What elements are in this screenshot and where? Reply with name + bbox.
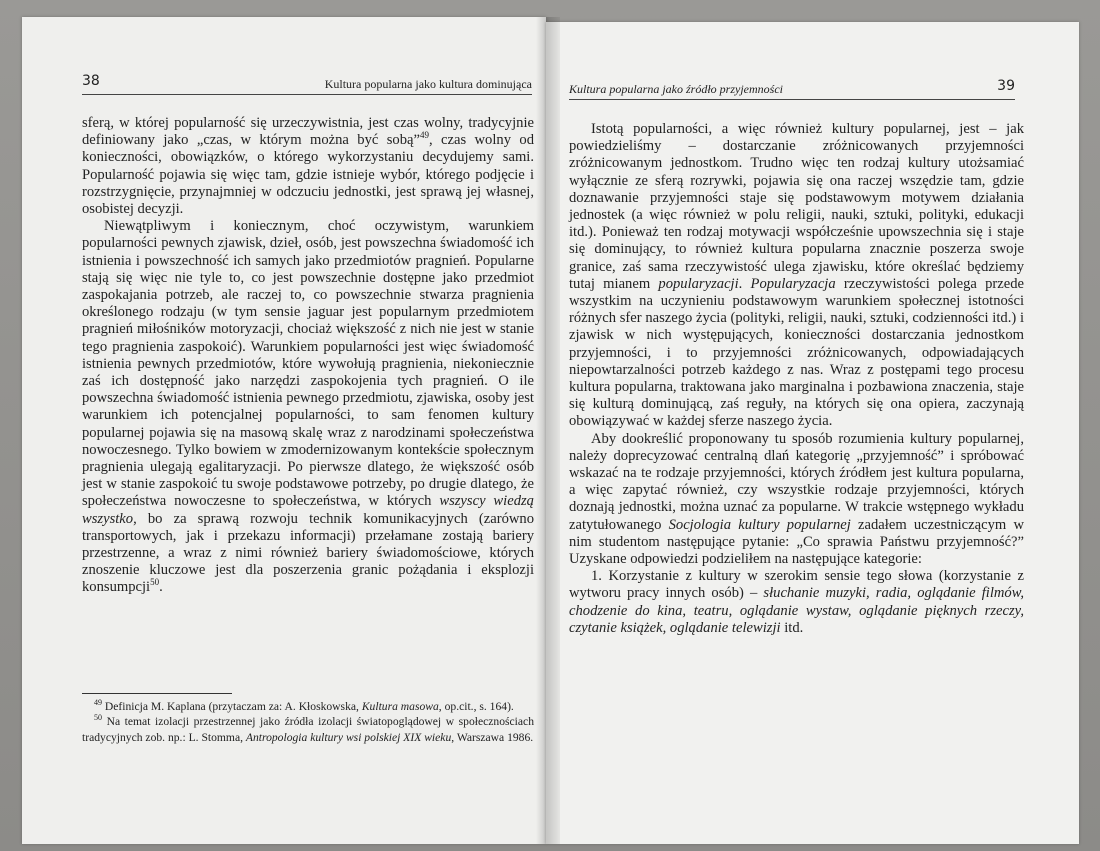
paragraph (82, 115, 534, 218)
page-number: 39 (997, 78, 1015, 94)
text-run: Niewątpliwym i koniecznym, choć oczywistym, warunkiem popularności pewnych zjawisk, dzieł, osób, jest powszechna świadomość ich istnienia i powszechność ich samych jako przedmiotów pragnień. Popularne stają się więc nie tyle to, co jest powszechnie dostępne jako przedmiot zaspokajania potrzeb, ale raczej to, co powszechnie stwarza pragnienia określonego rodzaju (w tym sensie jaguar jest popularnym przedmiotem pragnień miłośników motoryzacji, chociaż większość z nich nie jest w stanie tego pragnienia zaspokoić). Warunkiem popularności jest więc świadomość istnienia pewnych przedmiotów, które wywołują pragnienia, niekoniecznie zaś ich dostępność jako narzędzi zaspokojenia tych pragnień. O ile powszechna świadomość istnienia pewnego przedmiotu, zjawiska, osoby jest warunkiem ich potencjalnej popularności, to sam fenomen kultury popularnej pojawia się na masową skalę wraz z narodzinami społeczeństwa nowoczesnego. Tylko bowiem w zmodernizowanym kontekście społecznym pragnienia ulegają egalitaryzacji. Po pierwsze dlatego, że większość osób jest w stanie zaspokoić tu swoje podstawowe potrzeby, po drugie dlatego, że społeczeństwa nowoczesne to społeczeństwa, w których (82, 218, 534, 510)
right-page-header (569, 80, 1015, 98)
left-page-header (82, 75, 532, 93)
text-run: Istotą popularności, a więc również kultury popularnej, jest – jak powiedzieliśmy – dostarczanie zróżnicowanych przyjemności zróżnicowanym jednostkom. Trudno więc ten rodzaj kultury utożsamiać wyłącznie ze sferą rozrywki, pojawia się ona raczej wszędzie tam, gdzie doznawanie przyjemności staje się podstawowym motywem działania jednostek (a więc również w polu religii, nauki, sztuki, polityki, edukacji itd.). Ponieważ ten rodzaj motywacji współcześnie upowszechnia się i staje się dominujący, to również kultura popularna znacznie poszerza swoje granice, zaś sama rzeczywistość ulega zjawisku, które określać będziemy tutaj mianem (569, 121, 1024, 292)
paragraph (569, 431, 1024, 569)
footnotes (82, 699, 534, 745)
footnote-rule (82, 693, 232, 694)
header-rule (82, 94, 532, 95)
text-run: Aby dookreślić proponowany tu sposób rozumienia kultury popularnej, należy doprecyzować centralną dlań kategorię „przyjemność” i spróbować wskazać na te rodzaje przyjemności, których źródłem jest kultura popularna, a więc zapytać również, czy wszystkie rodzaje przyjemności, których doznają jednostki, można uznać za popularne. W trakcie wstępnego wykładu zatytułowanego (569, 430, 1024, 533)
footnote-ref: 49 (419, 130, 429, 141)
footnote-number: 49 (94, 698, 102, 708)
left-page (22, 17, 546, 844)
right-page (546, 22, 1079, 844)
italic-text: Kultura masowa (361, 700, 439, 713)
header-rule (569, 99, 1015, 100)
paragraph (82, 218, 534, 596)
text-run: . (159, 579, 163, 596)
book-gutter (536, 17, 560, 844)
running-head: Kultura popularna jako kultura dominująca (324, 77, 532, 91)
running-head: Kultura popularna jako źródło przyjemności (569, 82, 784, 96)
footnote-number: 50 (94, 713, 102, 723)
text-run: sferą, w której popularność się urzeczywistnia, jest czas wolny, tradycyjnie definiowany jako „czas, w którym można być sobą” (82, 115, 534, 149)
text-run: , op.cit., s. 164). (438, 700, 514, 713)
text-run: , Warszawa 1986. (451, 730, 534, 744)
text-run: zadałem uczestniczącym w nim studentom następujące pytanie: „Co sprawia Państwu przyjemność?” Uzyskane odpowiedzi podzieliłem na następujące kategorie: (569, 516, 1024, 568)
text-run: rzeczywistości polega przede wszystkim na uczynieniu podstawowym warunkiem społecznej istotności różnych sfer naszego życia (polityki, religii, nauki, sztuki, codzienności itd.) i zjawisk w nich występujących, konieczności dostarczania jednostkom przyjemności, i to przyjemności zróżnicowanych, odpowiadających niepowtarzalności potrzeb każdego z nas. Wraz z postępami tego procesu kultura popularna, traktowana jako marginalna i pozbawiona znaczenia, staje się kulturą dominującą, zaś reguły, na których się ona opiera, zaczynają obowiązywać w każdej sferze naszego życia. (569, 275, 1025, 430)
italic-text: Popularyzacja (750, 275, 836, 292)
text-run: , czas wolny od konieczności, obowiązków, o którego wykorzystaniu decydujemy sami. Popularność pojawia się więc tam, gdzie istnieje wybór, którego podjęcie i rozstrzygnięcie, przynajmniej w odczuciu jednostki, jest sprawą jej własnej, osobistej decyzji. (82, 132, 534, 218)
italic-text: Socjologia kultury popularnej (668, 516, 851, 533)
left-page-body (82, 115, 534, 597)
paragraph (569, 121, 1024, 431)
italic-text: popularyzacji (658, 275, 739, 292)
text-run: , bo za sprawą rozwoju technik komunikacyjnych (zarówno transportowych, jak i przekazu informacji) przełamane zostają bariery przestrzenne, a wraz z nimi również bariery świadomościowe, których znoszenie kluczowe jest dla poszerzenia granic pożądania i eksplozji konsumpcji (82, 510, 534, 596)
text-run: . (738, 275, 751, 292)
footnote-ref: 50 (150, 577, 160, 588)
page-number: 38 (82, 73, 100, 89)
right-page-body (569, 121, 1024, 637)
footnote (82, 699, 534, 714)
italic-text: słuchanie muzyki, radia, oglądanie filmów, chodzenie do kina, teatru, oglądanie wystaw, oglądanie pięknych rzeczy, czytanie książek, oglądanie telewizji (569, 585, 1025, 636)
text-run: Definicja M. Kaplana (przytaczam za: A. Kłoskowska, (104, 700, 362, 713)
italic-text: wszyscy wiedzą wszystko (82, 493, 534, 527)
footnote (82, 714, 534, 745)
text-run: 1. Korzystanie z kultury w szerokim sensie tego słowa (korzystanie z wytworu pracy innych osób) – (569, 568, 1024, 602)
list-item (569, 568, 1024, 637)
text-run: Na temat izolacji przestrzennej jako źródła izolacji światopoglądowej w społecznościach tradycyjnych zob. np.: L. Stomma, (82, 715, 534, 744)
text-run: itd. (780, 619, 804, 636)
italic-text: Antropologia kultury wsi polskiej XIX wieku (245, 730, 452, 744)
